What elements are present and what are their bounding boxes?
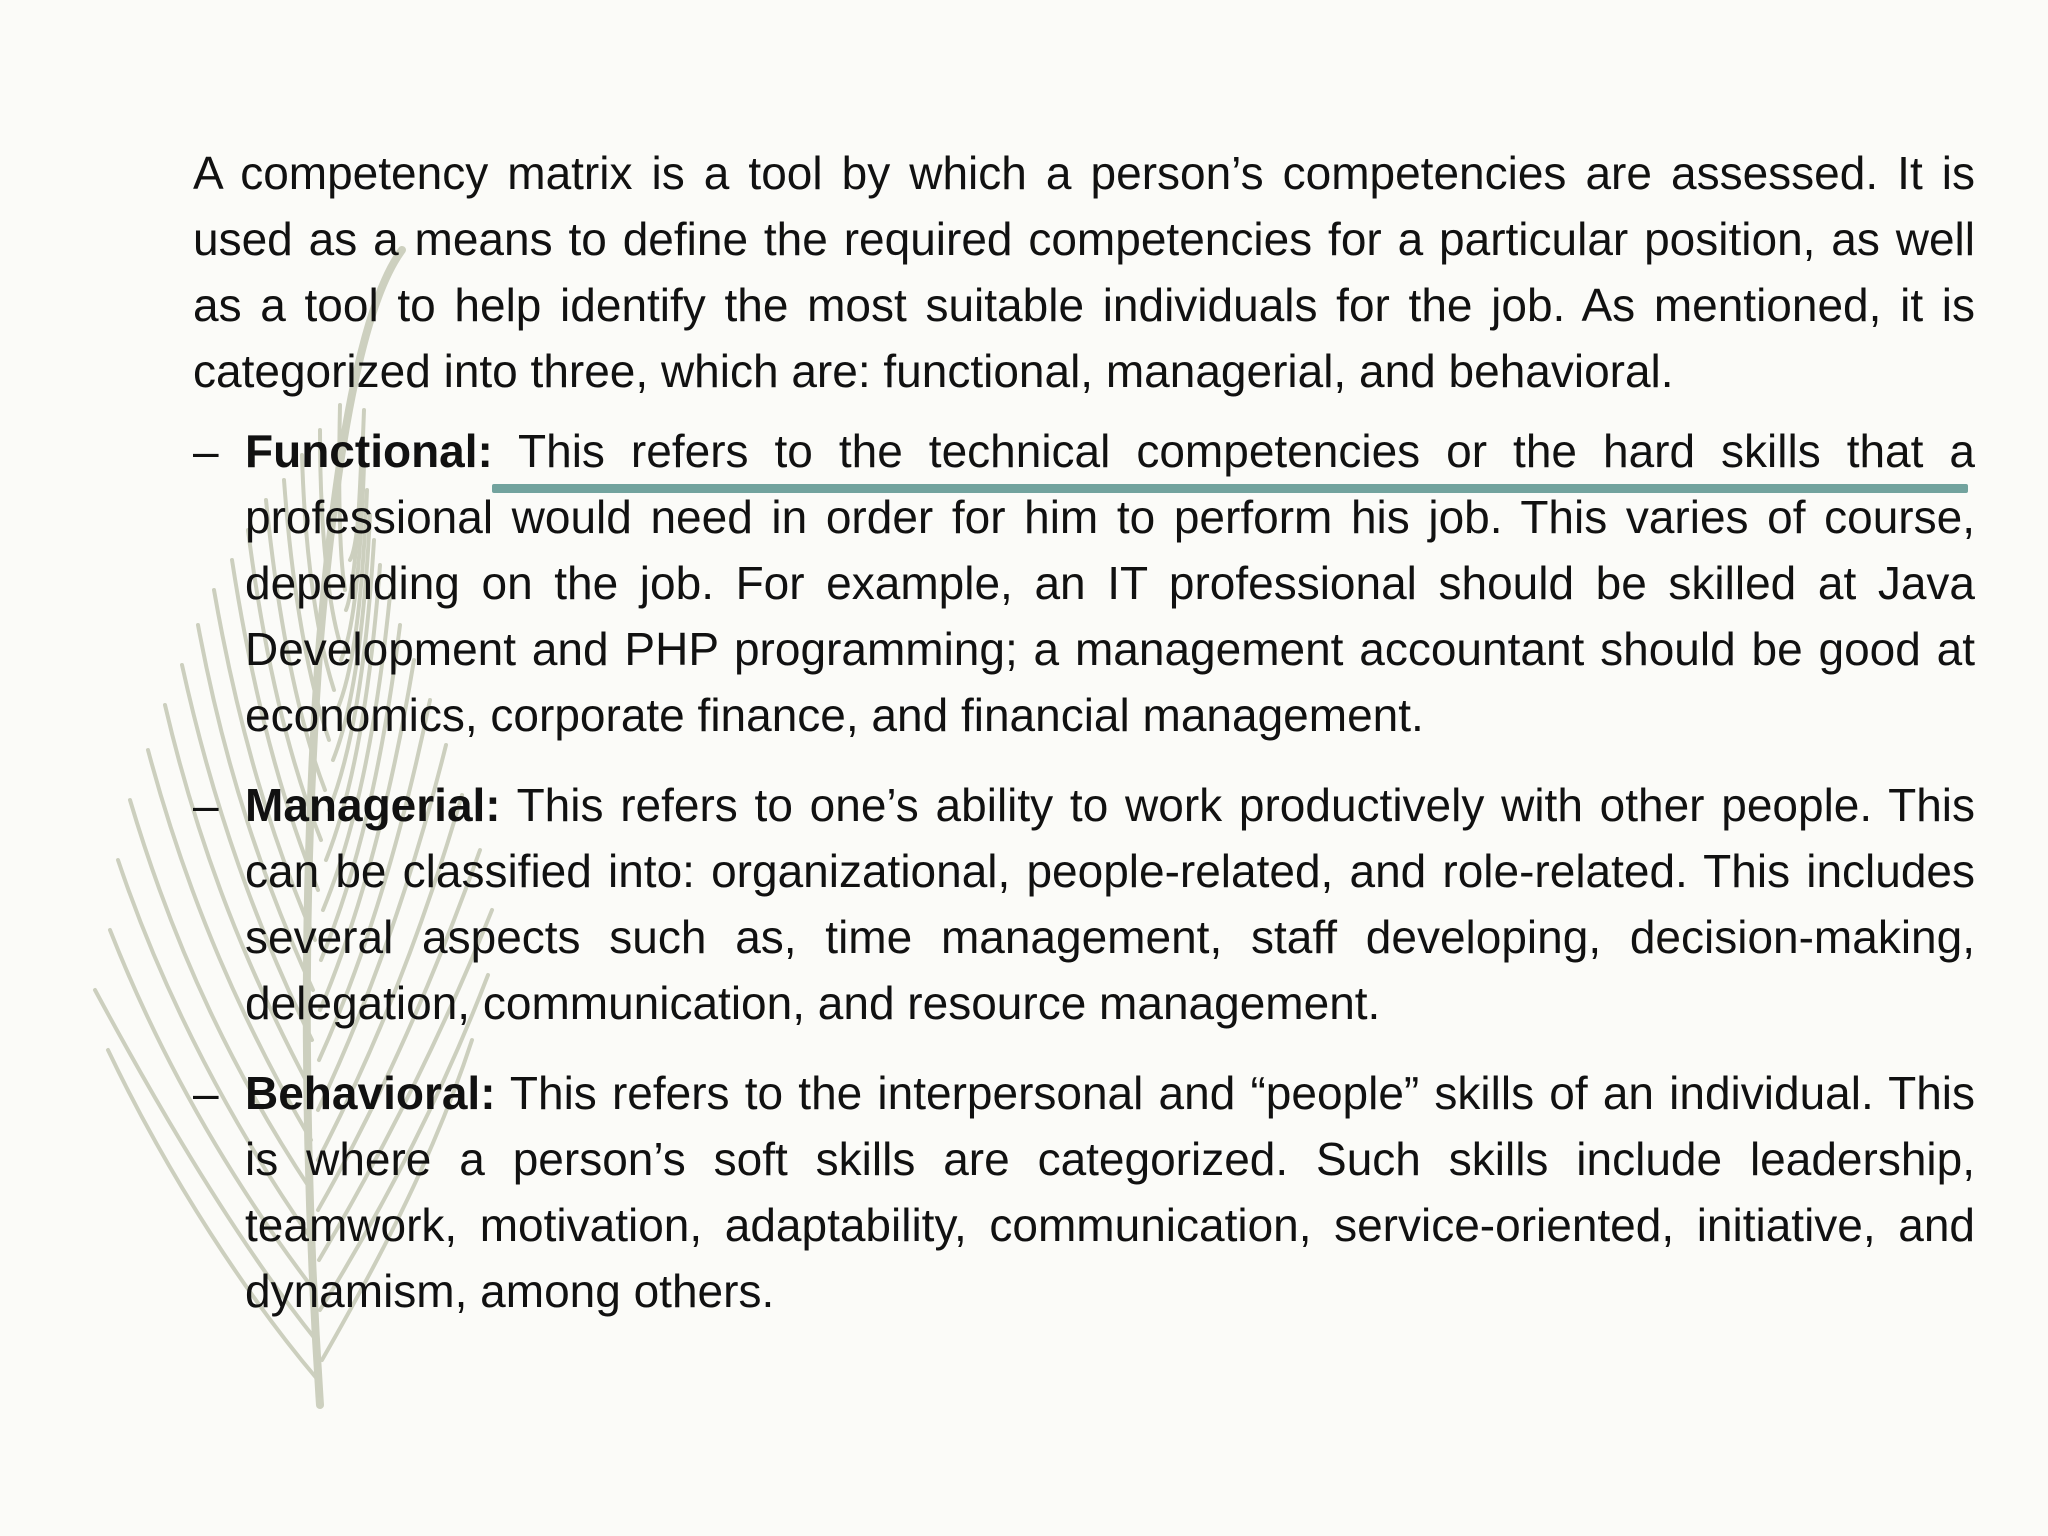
list-item-managerial: [193, 772, 1975, 1036]
bullet-title: Functional:: [245, 425, 493, 477]
bullet-title: Behavioral:: [245, 1067, 496, 1119]
bullet-text: This refers to the interpersonal and “people” skills of an individual. This is where a person’s soft skills are categorized. Such skills include leadership, teamwork, motivation, adaptability, communication, service-oriented, initiative, and dynamism, among others.: [245, 1067, 1975, 1317]
list-item-behavioral: [193, 1060, 1975, 1324]
content-area: [193, 140, 1975, 1348]
competency-list: [193, 418, 1975, 1324]
bullet-dash: –: [193, 425, 219, 477]
bullet-dash: –: [193, 1067, 219, 1119]
bullet-text: This refers to the technical competencies or the hard skills that a professional would need in order for him to perform his job. This varies of course, depending on the job. For example, an IT professional should be skilled at Java Development and PHP programming; a management accountant should be good at economics, corporate finance, and financial management.: [245, 425, 1975, 741]
bullet-dash: –: [193, 779, 219, 831]
list-item-functional: [193, 418, 1975, 748]
bullet-title: Managerial:: [245, 779, 501, 831]
bullet-text: This refers to one’s ability to work productively with other people. This can be classified into: organizational, people-related, and role-related. This includes several aspects such as, time management, staff developing, decision-making, delegation, communication, and resource management.: [245, 779, 1975, 1029]
intro-paragraph: A competency matrix is a tool by which a person’s competencies are assessed. It is used as a means to define the required competencies for a particular position, as well as a tool to help identify the most suitable individuals for the job. As mentioned, it is categorized into three, which are: functional, managerial, and behavioral.: [193, 147, 1975, 397]
